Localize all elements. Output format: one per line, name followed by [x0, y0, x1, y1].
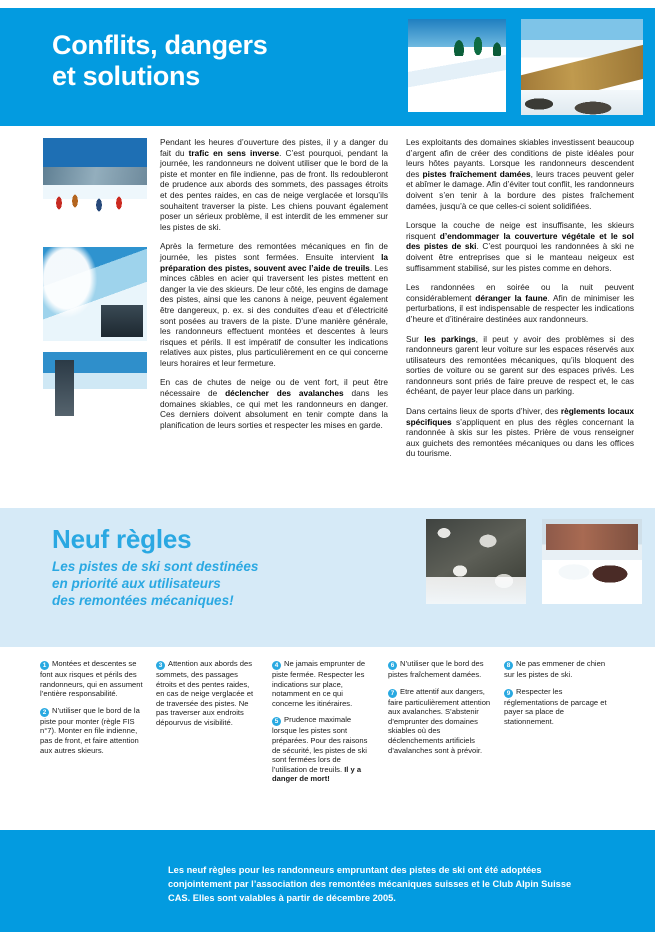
header-banner	[0, 8, 655, 126]
photo-snow-covered-cars	[542, 519, 642, 604]
rule-text: 7 Etre attentif aux dangers, faire particulièrement attention aux avalanches. S’abstenir d’emprunter des domaines skiables où des déclenchements artificiels d’avalanches sont à prévoir.	[388, 686, 491, 755]
body-column-left	[160, 137, 388, 468]
footer-text: Les neuf règles pour les randonneurs empruntant des pistes de ski ont été adoptées conjointement par l’association des remontées mécaniques suisses et le Club Alpin Suisse CAS. Elles sont valables à partir de décembre 2005.	[168, 865, 572, 903]
rule-text: 6 N’utiliser que le bord des pistes fraîchement damées.	[388, 659, 484, 679]
body-paragraph: Dans certains lieux de sports d’hiver, des règlements locaux spécifiques s’appliquent en plus des règles concernant la randonnée à skis sur les pistes. Prière de vous renseigner aux guichets des remontées mécaniques ou dans les offices du tourisme.	[406, 406, 635, 459]
rule-number-badge: 4	[272, 661, 281, 670]
body-text-columns	[160, 137, 635, 468]
rule-item-6	[388, 659, 491, 680]
rules-columns	[40, 659, 620, 791]
rule-text: 4 Ne jamais emprunter de piste fermée. Respecter les indications sur place, notamment en ce qui concerne les itinéraires.	[272, 659, 366, 708]
rule-number-badge: 7	[388, 689, 397, 698]
rules-subtitle	[52, 558, 382, 609]
rules-column-4	[388, 659, 491, 791]
rules-title: Neuf règles	[52, 524, 192, 554]
body-column-right	[406, 137, 634, 468]
rule-item-8	[504, 659, 607, 680]
body-paragraph: Les exploitants des domaines skiables investissent beaucoup d’argent afin de créer des conditions de piste idéales pour leurs hôtes payants. Lorsque les randonneurs descendent des pistes fraîchement damées, leurs traces peuvent geler et abîmer le damage. Afin d’éviter tout conflit, les randonneurs doivent s’en tenir à la bordure des pistes fraîchement damées, jusqu’à ce que celles-ci soient solidifiées.	[406, 137, 634, 211]
rule-number-badge: 9	[504, 689, 513, 698]
page-title	[52, 30, 372, 92]
rule-item-2	[40, 706, 143, 755]
rule-item-9	[504, 687, 607, 727]
rule-number-badge: 5	[272, 717, 281, 726]
side-photo-column	[43, 138, 147, 443]
body-section	[0, 126, 655, 501]
rules-subtitle-line2: en priorité aux utilisateurs	[52, 576, 221, 591]
rules-grid	[0, 647, 655, 830]
page-title-line1: Conflits, dangers	[52, 30, 268, 60]
rule-item-7	[388, 687, 491, 756]
body-paragraph: Lorsque la couche de neige est insuffisante, les skieurs risquent d’endommager la couverture végétale et le sol des pistes de ski. C’est pourquoi les randonnées à ski ne doivent être entreprises que si le manteau neigeux est suffisamment stabilisé, sur les pistes comme en dehors.	[406, 220, 634, 273]
rule-text: 2 N’utiliser que le bord de la piste pour monter (règle FIS n°7). Monter en file indienne, pas de front, et faire attention aux autres skieurs.	[40, 705, 140, 755]
photo-bare-rocks-snow	[426, 519, 526, 604]
rules-column-1	[40, 659, 143, 791]
rules-column-3	[272, 659, 375, 791]
photo-ski-lift	[43, 352, 147, 432]
rule-number-badge: 3	[156, 661, 165, 670]
rule-item-1	[40, 659, 143, 699]
photo-mountain-road	[521, 19, 643, 115]
footer-banner	[0, 830, 655, 932]
rule-number-badge: 6	[388, 661, 397, 670]
rule-text: 5 Prudence maximale lorsque les pistes sont préparées. Pour des raisons de sécurité, les pistes de ski sont fermées lors de l’utilisation de treuils. Il y a danger de mort!	[272, 715, 368, 784]
rule-item-5	[272, 715, 375, 784]
rule-text: 3 Attention aux abords des sommets, des passages étroits et des pentes raides, en cas de neige verglacée et de traversée des pistes. Ne pas traverser aux endroits dépourvus de visibilité.	[156, 659, 254, 727]
body-paragraph: Pendant les heures d’ouverture des pistes, il y a danger du fait du trafic en sens inverse. C’est pourquoi, pendant la journée, les randonneurs ne doivent utiliser que le bord de la piste et monter en file indienne, pas de front. Ils redoubleront de prudence aux abords des sommets, des passages étroits et des pentes raides, en cas de neige verglacée et lorsqu’ils souhaitent traverser la piste. Les chiens pouvant également poser un sérieux problème, il est interdit de les emmener sur les pistes de ski.	[160, 137, 388, 232]
rule-number-badge: 1	[40, 661, 49, 670]
rule-number-badge: 2	[40, 708, 49, 717]
rule-item-4	[272, 659, 375, 708]
rules-column-2	[156, 659, 259, 791]
header-photo-group	[408, 19, 643, 117]
rule-number-badge: 8	[504, 661, 513, 670]
rules-subtitle-line1: Les pistes de ski sont destinées	[52, 559, 259, 574]
body-paragraph: Les randonnées en soirée ou la nuit peuvent considérablement déranger la faune. Afin de minimiser les perturbations, il est indispensable de respecter les indications d’heure et d’itinéraire destinées aux randonneurs.	[406, 282, 634, 324]
rules-photo-group	[426, 519, 642, 604]
body-paragraph: En cas de chutes de neige ou de vent fort, il peut être nécessaire de déclencher des avalanches dans les domaines skiables, ce qui met les randonneurs en danger. Ces derniers doivent absolument en tenir compte dans la planification de leurs sorties et respecter les mises en garde.	[160, 377, 388, 430]
photo-snow-cannon	[43, 247, 147, 341]
body-paragraph: Sur les parkings, il peut y avoir des problèmes si des randonneurs garent leur voiture sur les espaces réservés aux utilisateurs des remontées mécaniques, qu’ils bloquent des sorties de voiture ou se garent sur des espaces privés. Les randonneurs sont priés de faire preuve de respect et, le cas échéant, de payer leur place dans un parking.	[406, 333, 634, 397]
rules-banner	[0, 508, 655, 647]
photo-ski-piste-forest	[408, 19, 506, 112]
rules-subtitle-line3: des remontées mécaniques!	[52, 593, 234, 608]
rule-text: 8 Ne pas emmener de chien sur les pistes de ski.	[504, 659, 606, 679]
rule-text: 9 Respecter les réglementations de parcage et payer sa place de stationnement.	[504, 686, 607, 726]
photo-skiers-panorama	[43, 138, 147, 236]
page-title-line2: et solutions	[52, 61, 200, 91]
rule-item-3	[156, 659, 259, 728]
rules-column-5	[504, 659, 607, 791]
body-paragraph: Après la fermeture des remontées mécaniques en fin de journée, les pistes sont fermées. Ensuite intervient la préparation des pistes, souvent avec l’aide de treuils. Les minces câbles en acier qui traversent les pistes mettent en danger la vie des skieurs. De leur côté, les engins de damage des pistes, ainsi que les canons à neige, peuvent également être dangereux, p. ex. si des conduites d’eau et d’électricité sont posées au travers de la piste. D’une manière générale, les randonneurs effectuent montées et descentes à leurs risques et périls. Il est impératif de consulter les indications relatives aux pistes, plus particulièrement en ce qui concerne leurs horaires et leur fermeture.	[160, 241, 388, 368]
rule-text: 1 Montées et descentes se font aux risques et périls des randonneurs, qui en assument l’entière responsabilité.	[40, 659, 143, 699]
